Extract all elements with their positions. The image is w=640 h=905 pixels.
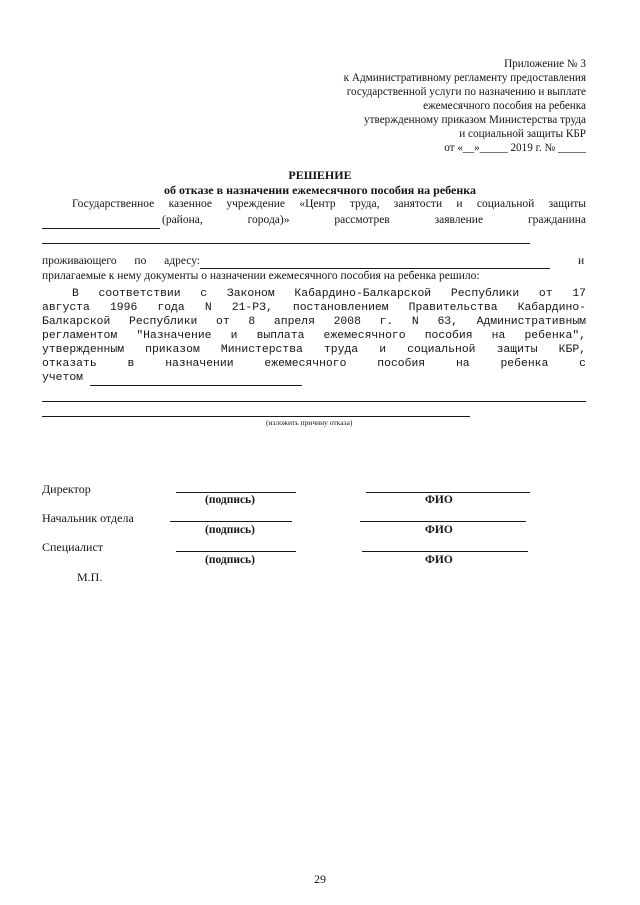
signature-caption: (подпись)	[205, 524, 255, 536]
documents-line: прилагаемые к нему документы о назначении ежемесячного пособия на ребенка решило:	[42, 270, 480, 282]
role-department-head: Начальник отдела	[42, 511, 134, 525]
name-line	[366, 492, 530, 493]
intro-word: (района,	[162, 214, 203, 226]
signature-caption: (подпись)	[205, 554, 255, 566]
address-blank	[200, 268, 550, 269]
intro-word: города)»	[247, 214, 290, 226]
reason-blank-1	[90, 385, 302, 386]
law-line: Балкарской Республики от 8 апреля 2008 г. N 63, Административным	[42, 316, 586, 328]
law-line: утвержденным приказом Министерства труда и социальной защиты КБР,	[42, 344, 586, 356]
role-specialist: Специалист	[42, 540, 104, 554]
annex-line: ежемесячного пособия на ребенка	[423, 100, 586, 112]
law-line: отказать в назначении ежемесячного пособия на ребенка с	[42, 358, 586, 370]
law-line: В соответствии с Законом Кабардино-Балкарской Республики от 17	[72, 288, 586, 300]
name-caption: ФИО	[425, 494, 453, 506]
reason-blank-2	[42, 401, 586, 402]
name-line	[360, 521, 526, 522]
decision-subtitle: об отказе в назначении ежемесячного пособия на ребенка	[164, 183, 476, 197]
reason-blank-3	[42, 416, 470, 417]
reason-caption: (изложить причину отказа)	[266, 418, 353, 427]
intro-word: рассмотрев	[334, 214, 390, 226]
signature-caption: (подпись)	[205, 494, 255, 506]
intro-word: гражданина	[527, 214, 586, 226]
annex-number: Приложение № 3	[504, 58, 586, 70]
annex-line: и социальной защиты КБР	[459, 128, 586, 140]
page-number: 29	[314, 872, 326, 886]
signature-line	[176, 551, 296, 552]
name-line	[362, 551, 528, 552]
signature-line	[176, 492, 296, 493]
signature-line	[170, 521, 292, 522]
district-blank	[42, 228, 160, 229]
annex-line: утвержденному приказом Министерства труда	[364, 114, 586, 126]
law-last-word: учетом	[42, 372, 84, 384]
law-line: августа 1996 года N 21-РЗ, постановлением Правительства Кабардино-	[42, 302, 586, 314]
intro-word: заявление	[434, 214, 484, 226]
law-line: регламентом "Назначение и выплата ежемесячного пособия на ребенка",	[42, 330, 586, 342]
name-caption: ФИО	[425, 554, 453, 566]
intro-line-1: Государственное казенное учреждение «Центр труда, занятости и социальной защиты	[72, 198, 586, 210]
address-label: проживающего по адресу:	[42, 255, 200, 267]
annex-line: к Административному регламенту предоставления	[343, 72, 586, 84]
citizen-name-blank	[42, 243, 530, 244]
annex-date-line: от «__»_____ 2019 г. № _____	[444, 142, 586, 154]
address-and: и	[578, 255, 585, 267]
intro-line-2	[162, 214, 586, 226]
stamp-place: М.П.	[77, 570, 103, 584]
role-director: Директор	[42, 482, 91, 496]
name-caption: ФИО	[425, 524, 453, 536]
decision-title: РЕШЕНИЕ	[288, 168, 352, 182]
annex-line: государственной услуги по назначению и выплате	[346, 86, 586, 98]
